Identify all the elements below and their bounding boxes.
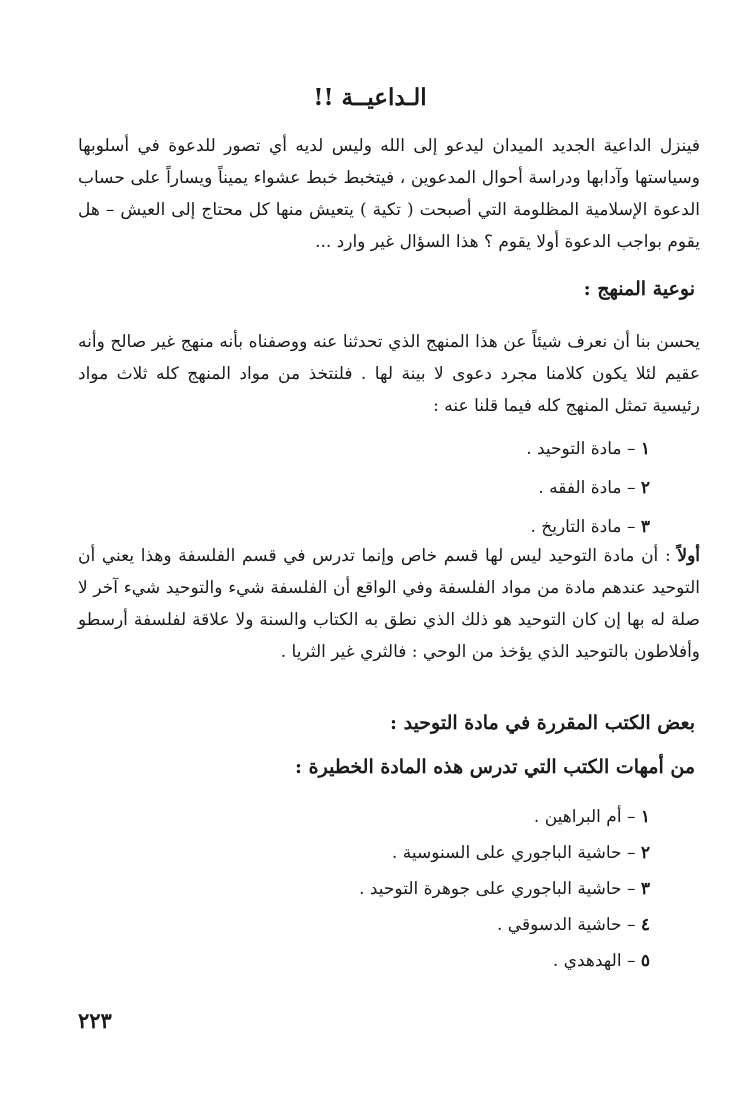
list-item-text: – مادة الفقه . — [538, 478, 636, 498]
list-item-number: ١ — [640, 807, 650, 827]
list-item-number: ٣ — [640, 517, 650, 537]
list-item — [526, 469, 650, 508]
list-item-text: – حاشية الدسوقي . — [497, 915, 636, 935]
paragraph-intro: فينزل الداعية الجديد الميدان ليدعو إلى الله وليس لديه أي تصور للدعوة في أسلوبها وسياستها وآدابها ودراسة أحوال المدعوين ، فيتخبط خبط عشواء يميناً ويساراً على حساب الدعوة الإسلامية المظلومة التي أصبحت ( تكية ) يتعيش منها كل محتاج إلى العيش – هل يقوم بواجب الدعوة أولا يقوم ؟ هذا السؤال غير وارد ... — [78, 136, 700, 252]
list-item — [359, 943, 650, 979]
paragraph-tawhid-body: : أن مادة التوحيد ليس لها قسم خاص وإنما تدرس في قسم الفلسفة وهذا يعني أن التوحيد عندهم مادة من مواد الفلسفة وفي الواقع أن الفلسفة شيء والتوحيد شيء آخر لا صلة له بها إن كان التوحيد هو ذلك الذي نطق به الكتاب والسنة ولا علاقة لفلسفة أرسطو وأفلاطون بالتوحيد الذي يؤخذ من الوحي : فالثري غير الثريا . — [78, 546, 700, 662]
page-number: ٢٢٣ — [78, 1008, 112, 1033]
section-heading-mother-books: من أمهات الكتب التي تدرس هذه المادة الخطيرة : — [295, 756, 695, 778]
list-item — [526, 430, 650, 469]
list-item-number: ٤ — [640, 915, 650, 935]
list-item — [359, 835, 650, 871]
list-item-text: – الهدهدي . — [552, 951, 636, 971]
books-list — [359, 799, 650, 979]
page-title: الـداعيــة !! — [313, 84, 427, 111]
list-item-text: – مادة التاريخ . — [530, 517, 636, 537]
section-heading-books: بعض الكتب المقررة في مادة التوحيد : — [389, 712, 695, 734]
list-item-number: ٢ — [640, 478, 650, 498]
list-item-number: ٢ — [640, 843, 650, 863]
section-heading-manhaj: نوعية المنهج : — [583, 278, 695, 300]
list-item-number: ٣ — [640, 879, 650, 899]
list-item-text: – أم البراهين . — [533, 807, 636, 827]
list-item-text: – حاشية الباجوري على جوهرة التوحيد . — [359, 879, 636, 899]
list-item — [359, 871, 650, 907]
paragraph-manhaj: يحسن بنا أن نعرف شيئاً عن هذا المنهج الذي تحدثنا عنه ووصفناه بأنه منهج غير صالح وأنه عقيم لئلا يكون كلامنا مجرد دعوى لا بينة لها . فلنتخذ من مواد المنهج كله ثلاث مواد رئيسية تمثل المنهج كله فيما قلنا عنه : — [78, 332, 700, 416]
list-item-number: ٥ — [640, 951, 650, 971]
list-item — [359, 799, 650, 835]
paragraph-tawhid — [78, 540, 700, 668]
list-item-text: – حاشية الباجوري على السنوسية . — [391, 843, 636, 863]
list-item-number: ١ — [640, 439, 650, 459]
subjects-list — [526, 430, 650, 547]
list-item-text: – مادة التوحيد . — [526, 439, 636, 459]
list-item — [359, 907, 650, 943]
paragraph-lead-word: أولاً — [677, 546, 701, 566]
